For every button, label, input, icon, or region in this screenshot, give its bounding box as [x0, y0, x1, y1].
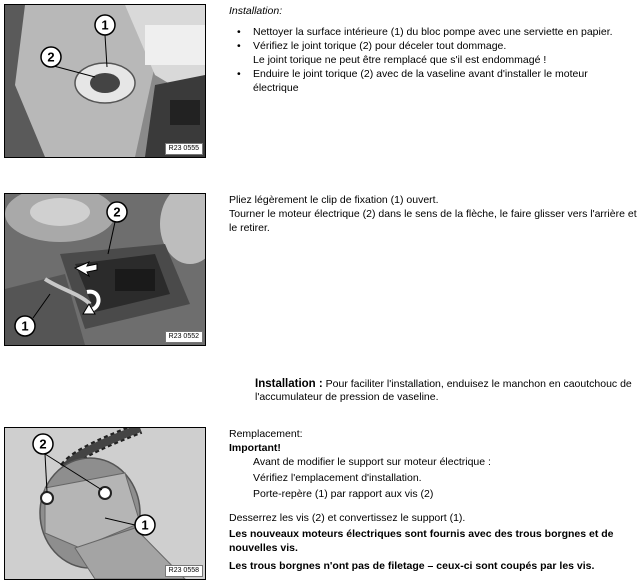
section1-text	[229, 4, 634, 95]
installation-note	[255, 378, 635, 404]
installation-text: Pour faciliter l'installation, enduisez le manchon en caoutchouc de l'accumulateur de pression de vaseline.	[255, 378, 632, 403]
section2-text	[229, 193, 637, 235]
image-reference: R23 0558	[165, 565, 203, 577]
pump-block-illustration	[5, 5, 205, 157]
sub-line: Vérifiez l'emplacement d'installation.	[253, 472, 422, 484]
image-reference: R23 0552	[165, 331, 203, 343]
callout-2: 2	[39, 436, 47, 452]
installation-heading: Installation:	[229, 5, 283, 17]
photo-pump-block	[4, 4, 206, 158]
callout-2: 2	[113, 204, 121, 220]
callout-1: 1	[141, 517, 149, 533]
bullet-item: • Nettoyer la surface intérieure (1) du bloc pompe avec une serviette en papier.	[229, 25, 634, 39]
section4-text	[229, 427, 629, 573]
bullet-note: Le joint torique ne peut être remplacé que s'il est endommagé !	[253, 54, 547, 66]
installation-label: Installation :	[255, 378, 323, 390]
photo-electric-motor	[4, 193, 206, 346]
photo-motor-support	[4, 427, 206, 580]
paragraph: Tourner le moteur électrique (2) dans le sens de la flèche, le faire glisser vers l'arrière et le retirer.	[229, 208, 637, 234]
paragraph: Pliez légèrement le clip de fixation (1) ouvert.	[229, 194, 439, 206]
remplacement-label: Remplacement:	[229, 428, 303, 440]
sub-line: Avant de modifier le support sur moteur électrique :	[253, 456, 491, 468]
important-label: Important!	[229, 442, 281, 454]
electric-motor-illustration	[5, 194, 205, 345]
callout-1: 1	[21, 318, 29, 334]
bold-paragraph: Les nouveaux moteurs électriques sont fournis avec des trous borgnes et de nouvelles vis.	[229, 528, 614, 554]
bullet-item: • Enduire le joint torique (2) avec de la vaseline avant d'installer le moteur électrique	[229, 67, 634, 95]
bold-paragraph: Les trous borgnes n'ont pas de filetage – ceux-ci sont coupés par les vis.	[229, 560, 595, 572]
bullet-item: • Vérifiez le joint torique (2) pour déceler tout dommage.	[229, 39, 634, 53]
paragraph: Desserrez les vis (2) et convertissez le support (1).	[229, 512, 466, 524]
image-reference: R23 0555	[165, 143, 203, 155]
sub-line: Porte-repère (1) par rapport aux vis (2)	[253, 488, 434, 500]
callout-2: 2	[47, 49, 55, 65]
callout-1: 1	[101, 17, 109, 33]
motor-support-illustration	[5, 428, 205, 579]
